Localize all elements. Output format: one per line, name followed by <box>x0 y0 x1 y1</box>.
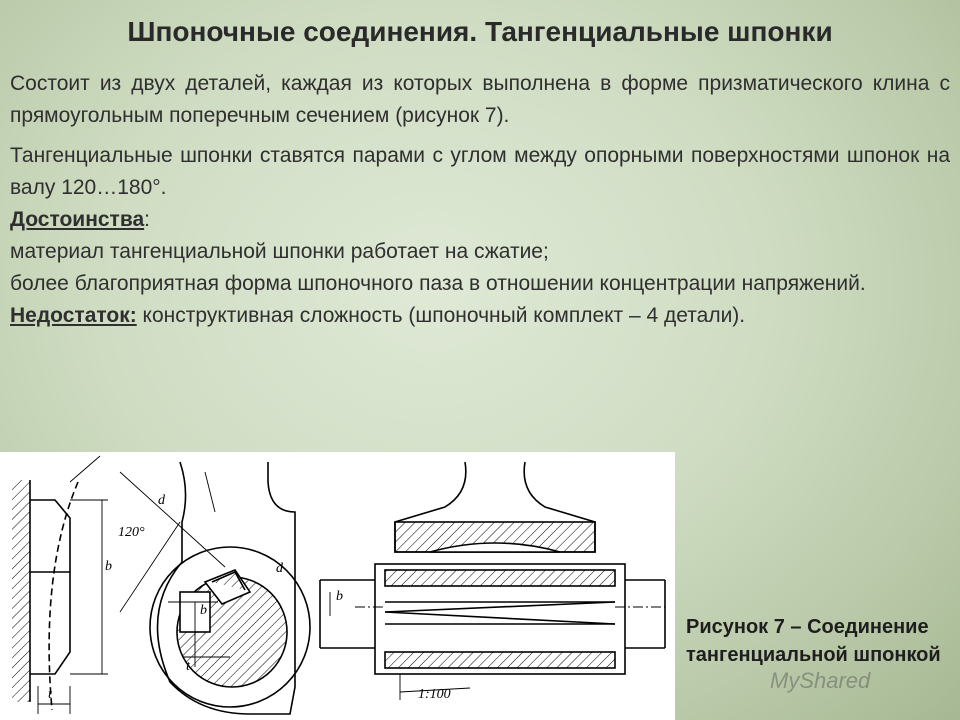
watermark: MyShared <box>770 668 871 693</box>
dim-t-left: t <box>48 687 52 702</box>
key-side-view <box>12 456 108 714</box>
disadvantage-line <box>10 300 950 332</box>
technical-drawing <box>0 452 675 720</box>
dim-b-right: b <box>336 589 343 604</box>
cross-section-view <box>120 462 310 714</box>
dim-angle: 120° <box>118 525 145 540</box>
disadvantage-heading: Недостаток: <box>10 304 137 327</box>
dim-taper: 1:100 <box>418 687 451 702</box>
figure-caption: Рисунок 7 – Соединение тангенциальной шпонкой <box>686 616 941 666</box>
advantages-colon: : <box>144 208 150 231</box>
advantage-item-2: более благоприятная форма шпоночного паза в отношении концентрации напряжений. <box>10 272 866 295</box>
longitudinal-view <box>320 462 665 700</box>
paragraph-description: Состоит из двух деталей, каждая из которых выполнена в форме призматического клина с прямоугольным поперечным сечением (рисунок 7). <box>10 72 950 127</box>
dim-b-mid: b <box>200 603 207 618</box>
dim-t-mid: t <box>186 659 190 674</box>
slide-title: Шпоночные соединения. Тангенциальные шпонки <box>127 16 833 47</box>
dim-d-right: d <box>276 561 283 576</box>
paragraph-angle: Тангенциальные шпонки ставятся парами с углом между опорными поверхностями шпонок на валу 120…180°. <box>10 144 950 199</box>
disadvantage-text: конструктивная сложность (шпоночный комплект – 4 детали). <box>136 304 746 327</box>
advantages-heading: Достоинства <box>10 208 145 231</box>
body-text <box>10 68 950 332</box>
advantages-heading-line <box>10 204 950 236</box>
figure-drawing <box>0 452 675 720</box>
dim-b-left: b <box>105 559 112 574</box>
dim-d-top: d <box>158 493 165 508</box>
advantage-item-1: материал тангенциальной шпонки работает на сжатие; <box>10 240 549 263</box>
